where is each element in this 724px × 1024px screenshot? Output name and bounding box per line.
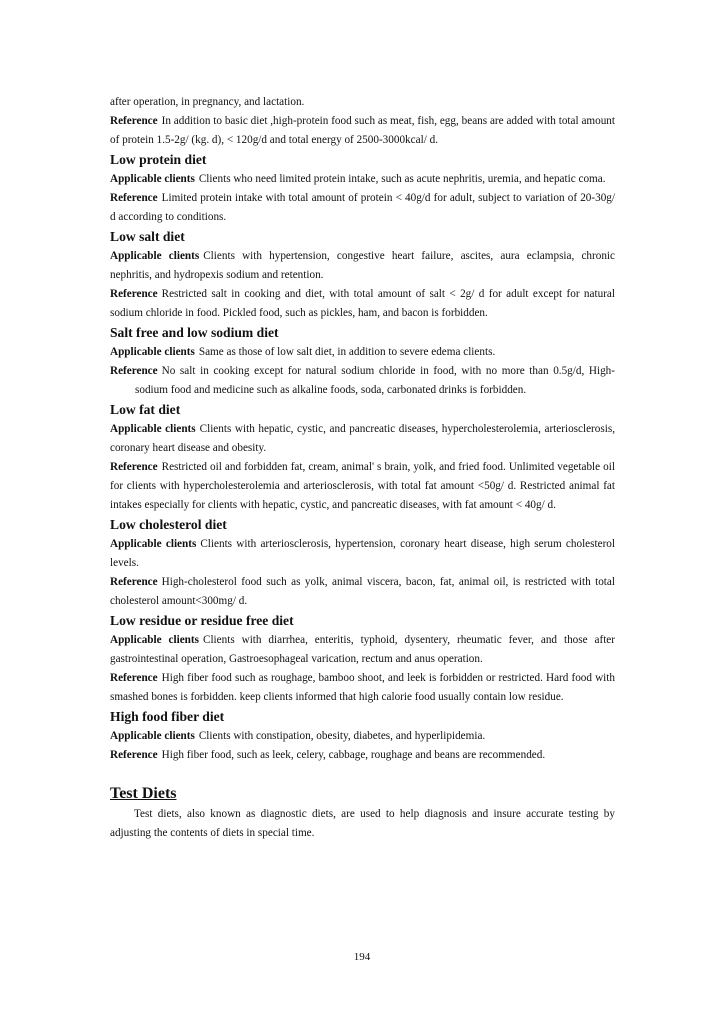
section-paragraph: Test diets, also known as diagnostic diets, are used to help diagnosis and insure accurate testing by adjusting the contents of diets in special time.	[110, 808, 615, 839]
reference-text: Restricted oil and forbidden fat, cream, animal' s brain, yolk, and fried food. Unlimited vegetable oil for clients with hypercholesterolemia and arteriosclerosis, with total fat amount <50g/ d. Restricted animal fat intakes especially for clients with hepatic, cystic, and pancreatic diseases, with fat amount < 40g/ d.	[110, 461, 615, 511]
reference-label: Reference	[110, 365, 158, 377]
clients-text: Clients with arteriosclerosis, hypertension, coronary heart disease, high serum cholesterol levels.	[110, 538, 615, 569]
diet-title: Low fat diet	[110, 402, 181, 417]
clients-text: Clients who need limited protein intake, such as acute nephritis, uremia, and hepatic coma.	[198, 173, 606, 185]
diet-low-salt	[110, 227, 615, 323]
diet-title: Low salt diet	[110, 229, 185, 244]
diet-clients	[110, 420, 615, 458]
diet-title: High food fiber diet	[110, 709, 225, 724]
diet-reference	[110, 362, 615, 400]
diet-reference	[110, 285, 615, 323]
clients-text: Clients with hypertension, congestive heart failure, ascites, aura eclampsia, chronic nephritis, and hydropexis sodium and retention.	[110, 250, 615, 281]
reference-text: High-cholesterol food such as yolk, animal viscera, bacon, fat, animal oil, is restricted with total cholesterol amount<300mg/ d.	[110, 576, 615, 607]
diet-title: Low residue or residue free diet	[110, 613, 294, 628]
clients-text: Clients with constipation, obesity, diabetes, and hyperlipidemia.	[198, 730, 486, 742]
clients-label: Applicable clients	[110, 538, 197, 550]
page-number: 194	[353, 951, 371, 963]
diet-title: Salt free and low sodium diet	[110, 325, 279, 340]
section-spacer	[110, 765, 615, 783]
clients-text: Same as those of low salt diet, in addition to severe edema clients.	[198, 346, 496, 358]
intro-reference	[110, 112, 615, 150]
reference-text: High fiber food, such as leek, celery, cabbage, roughage and beans are recommended.	[161, 749, 546, 761]
diet-clients	[110, 247, 615, 285]
reference-text: Restricted salt in cooking and diet, with total amount of salt < 2g/ d for adult except for natural sodium chloride in food. Pickled food, such as pickles, ham, and bacon is forbidden.	[110, 288, 615, 319]
diet-title: Low protein diet	[110, 152, 207, 167]
clients-label: Applicable clients	[110, 346, 195, 358]
section-heading: Test Diets	[110, 785, 177, 802]
reference-text: High fiber food such as roughage, bamboo shoot, and leek is forbidden or restricted. Hard food with smashed bones is forbidden. keep clients informed that high calorie food usually contain low residue.	[110, 672, 615, 703]
diet-reference	[110, 669, 615, 707]
clients-label: Applicable clients	[110, 173, 195, 185]
clients-label: Applicable clients	[110, 634, 199, 646]
clients-label: Applicable clients	[110, 423, 196, 435]
diet-reference	[110, 746, 615, 765]
reference-text: Limited protein intake with total amount of protein < 40g/d for adult, subject to variation of 20-30g/ d according to conditions.	[110, 192, 615, 223]
diet-clients	[110, 535, 615, 573]
reference-text: No salt in cooking except for natural sodium chloride in food, with no more than 0.5g/d, High-sodium food and medicine such as alkaline foods, soda, carbonated drinks is forbidden.	[135, 365, 615, 396]
reference-label: Reference	[110, 461, 158, 473]
diet-reference	[110, 458, 615, 515]
reference-label: Reference	[110, 115, 158, 127]
reference-label: Reference	[110, 576, 158, 588]
intro-continuation: after operation, in pregnancy, and lactation.	[110, 96, 305, 108]
diet-clients	[110, 631, 615, 669]
diet-low-fat	[110, 400, 615, 515]
reference-label: Reference	[110, 672, 158, 684]
diet-clients	[110, 727, 615, 746]
diet-reference	[110, 189, 615, 227]
clients-text: Clients with hepatic, cystic, and pancreatic diseases, hypercholesterolemia, arteriosclerosis, coronary heart disease and obesity.	[110, 423, 615, 454]
reference-label: Reference	[110, 288, 158, 300]
diet-clients	[110, 343, 615, 362]
page-content	[110, 93, 615, 843]
clients-label: Applicable clients	[110, 250, 200, 262]
reference-text: In addition to basic diet ,high-protein food such as meat, fish, egg, beans are added with total amount of protein 1.5-2g/ (kg. d), < 120g/d and total energy of 2500-3000kcal/ d.	[110, 115, 615, 146]
diet-low-residue	[110, 611, 615, 707]
clients-text: Clients with diarrhea, enteritis, typhoid, dysentery, rheumatic fever, and those after gastrointestinal operation, Gastroesophageal varication, rectum and anus operation.	[110, 634, 615, 665]
reference-label: Reference	[110, 192, 158, 204]
diet-low-protein	[110, 150, 615, 227]
diet-salt-free-low-sodium	[110, 323, 615, 400]
diet-high-fiber	[110, 707, 615, 765]
diet-low-cholesterol	[110, 515, 615, 611]
test-diets-section	[110, 783, 615, 843]
reference-label: Reference	[110, 749, 158, 761]
diet-title: Low cholesterol diet	[110, 517, 227, 532]
diet-clients	[110, 170, 615, 189]
clients-label: Applicable clients	[110, 730, 195, 742]
diet-reference	[110, 573, 615, 611]
